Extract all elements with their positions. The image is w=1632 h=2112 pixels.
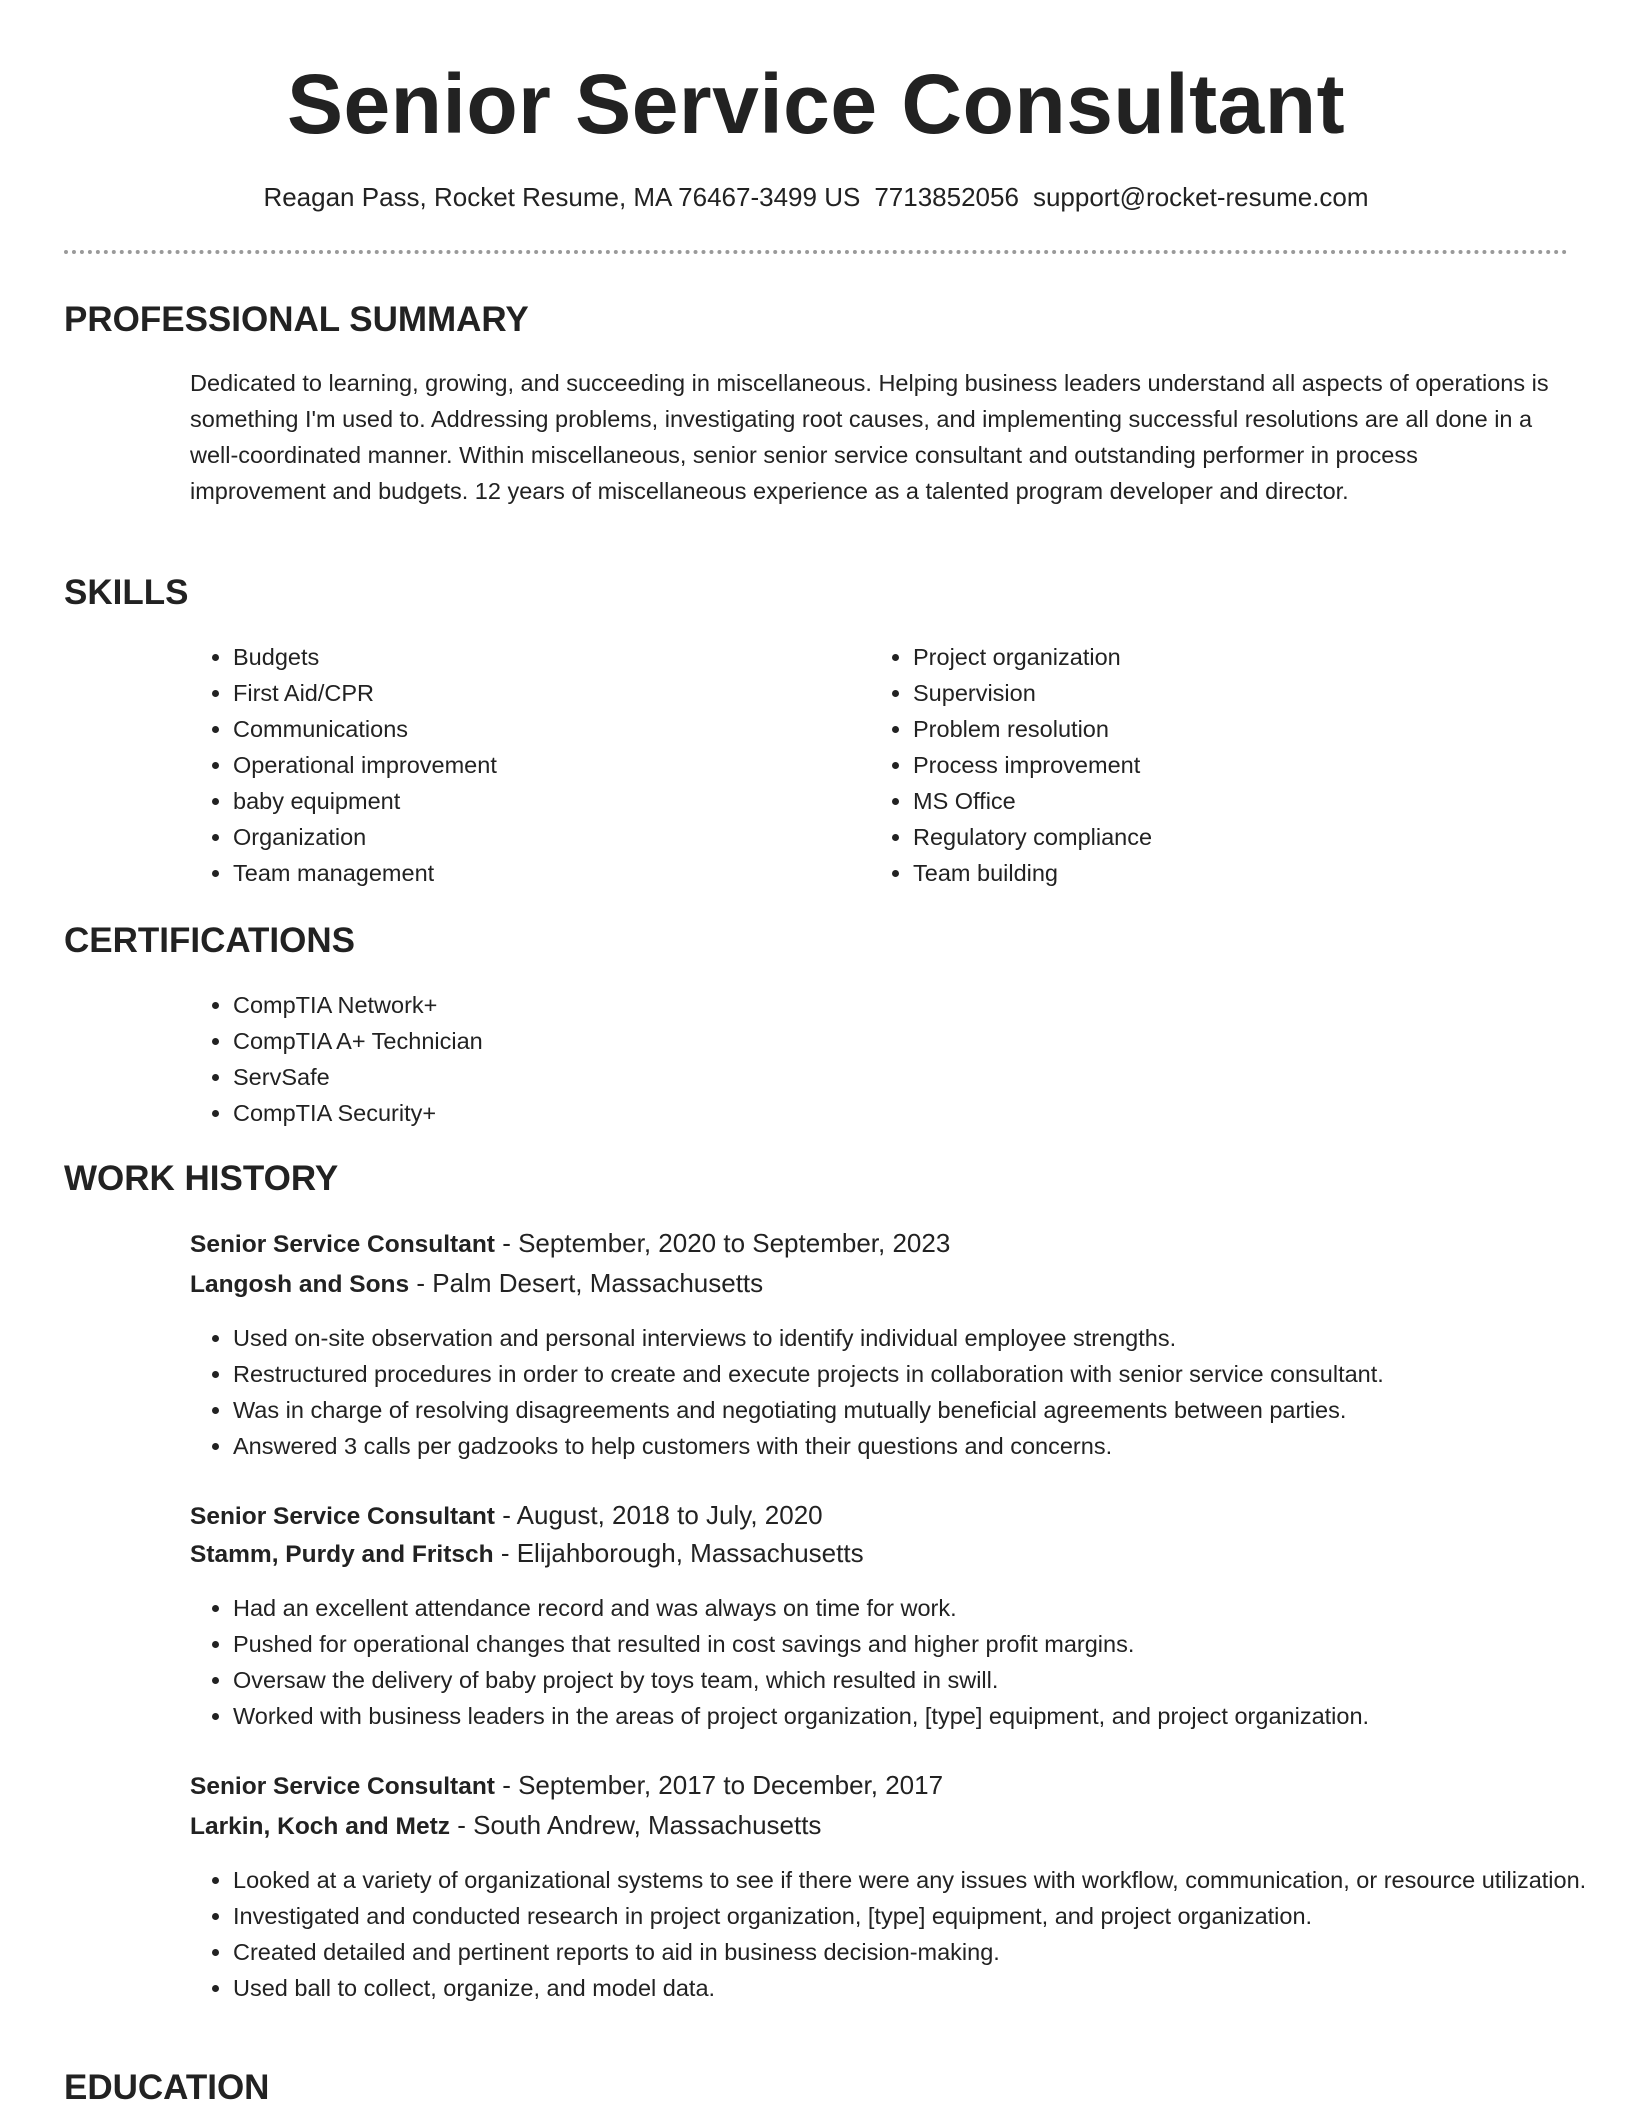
job-role: Senior Service Consultant [190, 1503, 495, 1530]
list-item: • ServSafe [233, 1059, 1533, 1095]
certifications-list [190, 987, 1533, 1131]
job-company: Stamm, Purdy and Fritsch [190, 1541, 494, 1568]
section-title-summary: PROFESSIONAL SUMMARY [64, 300, 529, 339]
list-item: • Investigated and conducted research in project organization, [type] equipment, and project organization. [233, 1898, 1603, 1934]
list-item: • Team management [233, 855, 853, 891]
list-item: • CompTIA A+ Technician [233, 1023, 1533, 1059]
list-item: • Supervision [913, 675, 1563, 711]
skills-list-right [870, 639, 1563, 891]
job-company-line [190, 1268, 763, 1299]
job-dates: - September, 2017 to December, 2017 [494, 1770, 944, 1800]
job-company: Langosh and Sons [190, 1271, 410, 1298]
list-item: • CompTIA Network+ [233, 987, 1533, 1023]
list-item: • Problem resolution [913, 711, 1563, 747]
section-title-certifications: CERTIFICATIONS [64, 921, 356, 960]
list-item: • Team building [913, 855, 1563, 891]
list-item: • Restructured procedures in order to create and execute projects in collaboration with senior service consultant. [233, 1356, 1603, 1392]
list-item: • Used on-site observation and personal interviews to identify individual employee strengths. [233, 1320, 1603, 1356]
list-item: • Was in charge of resolving disagreements and negotiating mutually beneficial agreements between parties. [233, 1392, 1603, 1428]
job-title-line [190, 1500, 823, 1531]
header-divider [64, 250, 1568, 254]
skills-list-left [190, 639, 853, 891]
contact-address: Reagan Pass, Rocket Resume, MA 76467-3499 US [263, 182, 861, 212]
job-role: Senior Service Consultant [190, 1231, 495, 1258]
contact-line [0, 182, 1632, 213]
list-item: • Answered 3 calls per gadzooks to help customers with their questions and concerns. [233, 1428, 1603, 1464]
list-item: • Project organization [913, 639, 1563, 675]
job-company-line [190, 1810, 821, 1841]
list-item: • Looked at a variety of organizational systems to see if there were any issues with workflow, communication, or resource utilization. [233, 1862, 1603, 1898]
section-title-education: EDUCATION [64, 2068, 270, 2107]
job-title-line [190, 1228, 950, 1259]
contact-phone: 7713852056 [874, 182, 1019, 212]
summary-text: Dedicated to learning, growing, and succeeding in miscellaneous. Helping business leaders understand all aspects of operations is something I'm used to. Addressing problems, investigating root causes, and implementing successful resolutions are all done in a well-coordinated manner. Within miscellaneous, senior senior service consultant and outstanding performer in process improvement and budgets. 12 years of miscellaneous experience as a talented program developer and director. [190, 370, 1549, 504]
list-item: • Regulatory compliance [913, 819, 1563, 855]
job-location: - Palm Desert, Massachusetts [409, 1268, 764, 1298]
list-item: • MS Office [913, 783, 1563, 819]
job-dates: - August, 2018 to July, 2020 [494, 1500, 823, 1530]
list-item: • Used ball to collect, organize, and model data. [233, 1970, 1603, 2006]
list-item: • Budgets [233, 639, 853, 675]
list-item: • Process improvement [913, 747, 1563, 783]
contact-email: support@rocket-resume.com [1032, 182, 1369, 212]
list-item: • First Aid/CPR [233, 675, 853, 711]
job-title-line [190, 1770, 943, 1801]
list-item: • Worked with business leaders in the areas of project organization, [type] equipment, and project organization. [233, 1698, 1603, 1734]
job-company: Larkin, Koch and Metz [190, 1813, 451, 1840]
section-title-work-history: WORK HISTORY [64, 1159, 339, 1198]
job-bullets [190, 1590, 1603, 1734]
list-item: • Communications [233, 711, 853, 747]
job-location: - South Andrew, Massachusetts [450, 1810, 822, 1840]
resume-name-title: Senior Service Consultant [286, 57, 1346, 151]
list-item: • Pushed for operational changes that resulted in cost savings and higher profit margins. [233, 1626, 1603, 1662]
list-item: • Had an excellent attendance record and was always on time for work. [233, 1590, 1603, 1626]
job-bullets [190, 1862, 1603, 2006]
job-dates: - September, 2020 to September, 2023 [494, 1228, 951, 1258]
list-item: • Oversaw the delivery of baby project by toys team, which resulted in swill. [233, 1662, 1603, 1698]
section-title-skills: SKILLS [64, 573, 189, 612]
job-company-line [190, 1538, 864, 1569]
job-location: - Elijahborough, Massachusetts [493, 1538, 864, 1568]
list-item: • Operational improvement [233, 747, 853, 783]
list-item: • CompTIA Security+ [233, 1095, 1533, 1131]
job-role: Senior Service Consultant [190, 1773, 495, 1800]
list-item: • baby equipment [233, 783, 853, 819]
job-bullets [190, 1320, 1603, 1464]
list-item: • Created detailed and pertinent reports to aid in business decision-making. [233, 1934, 1603, 1970]
list-item: • Organization [233, 819, 853, 855]
